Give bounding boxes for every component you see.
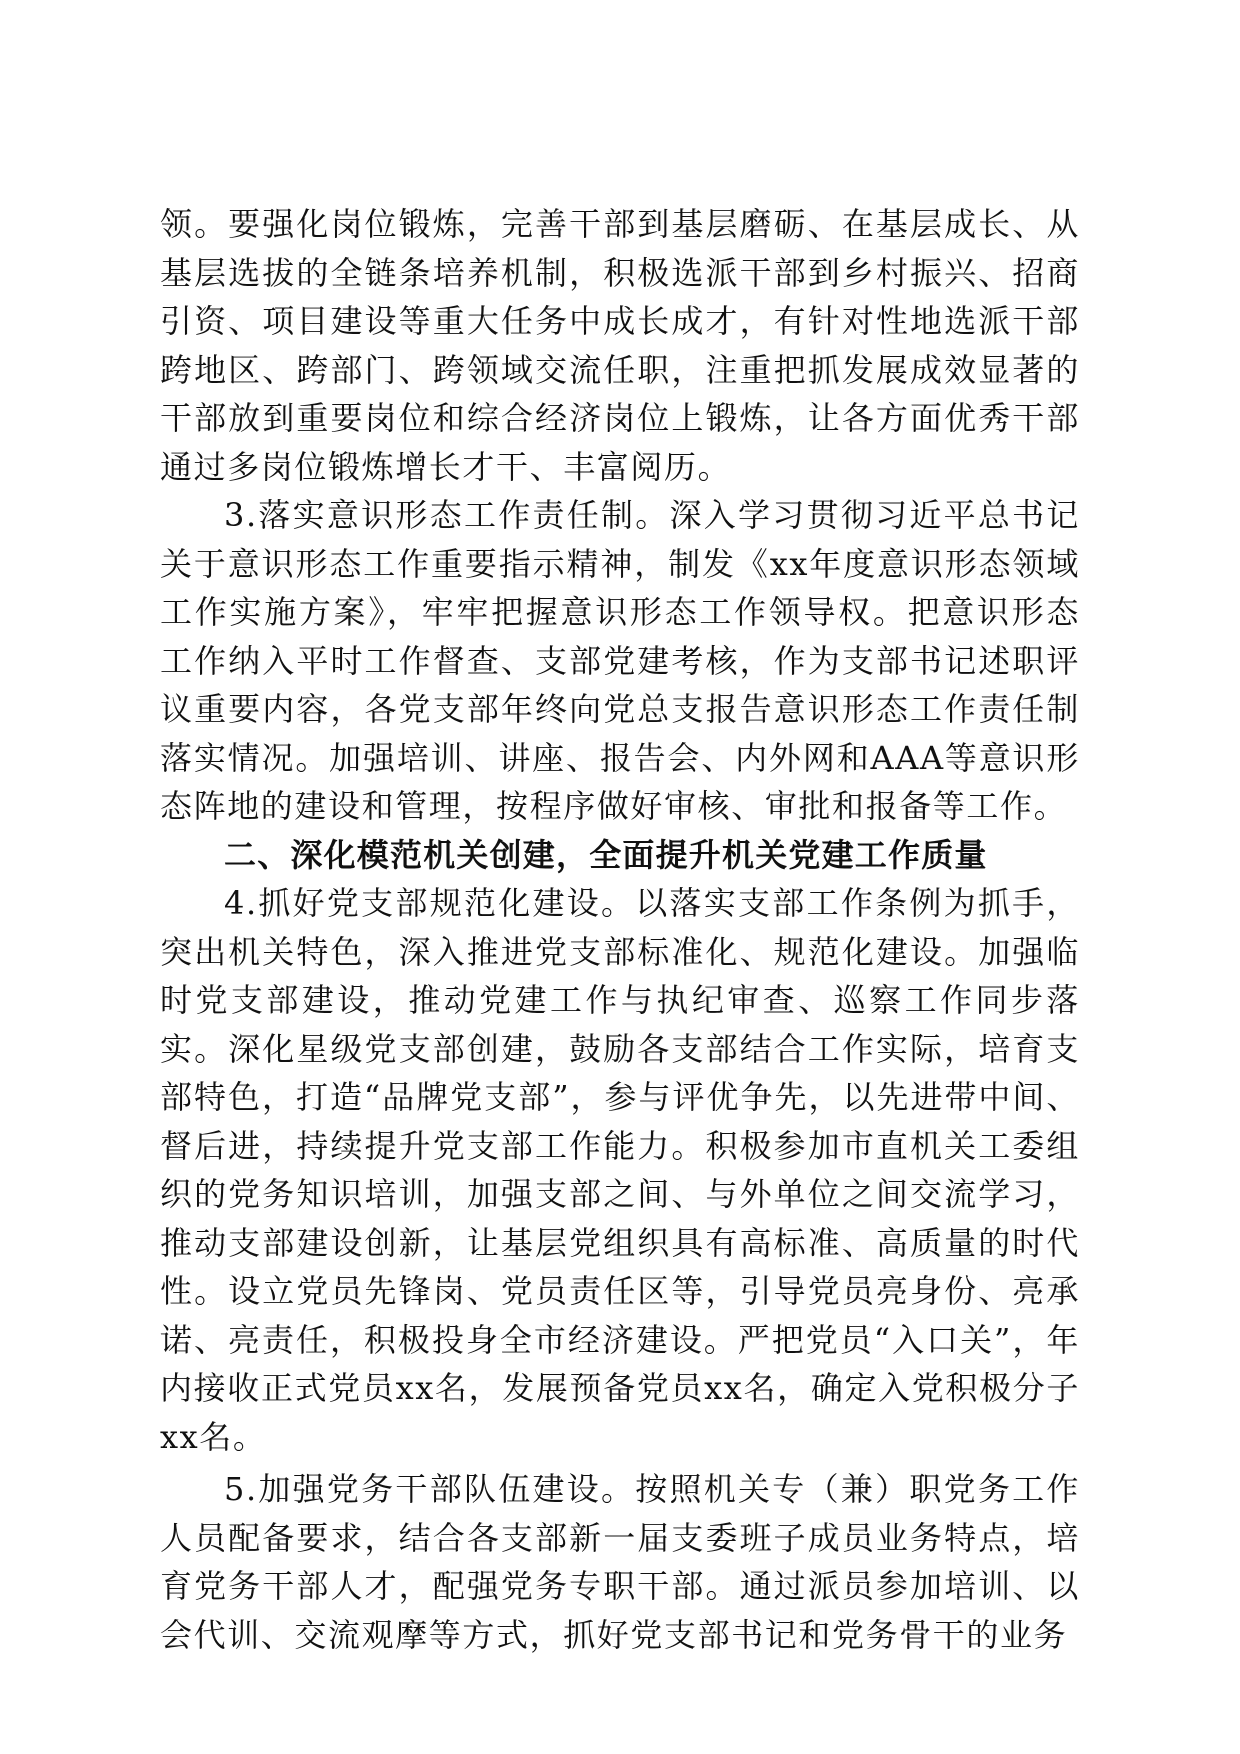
paragraph-branch-standardization: 4.抓好党支部规范化建设。以落实支部工作条例为抓手，突出机关特色，深入推进党支部标准化、规范化建设。加强临时党支部建设，推动党建工作与执纪审查、巡察工作同步落实。深化星级党支部创建，鼓励各支部结合工作实际，培育支部特色，打造“品牌党支部”，参与评优争先，以先进带中间、督后进，持续提升党支部工作能力。积极参加市直机关工委组织的党务知识培训，加强支部之间、与外单位之间交流学习，推动支部建设创新，让基层党组织具有高标准、高质量的时代性。设立党员先锋岗、党员责任区等，引导党员亮身份、亮承诺、亮责任，积极投身全市经济建设。严把党员“入口关”，年内接收正式党员xx名，发展预备党员xx名，确定入党积极分子xx名。: [160, 884, 1080, 1456]
paragraph-ideology-responsibility: 3.落实意识形态工作责任制。深入学习贯彻习近平总书记关于意识形态工作重要指示精神，制发《xx年度意识形态领域工作实施方案》，牢牢把握意识形态工作领导权。把意识形态工作纳入平时工作督查、支部党建考核，作为支部书记述职评议重要内容，各党支部年终向党总支报告意识形态工作责任制落实情况。加强培训、讲座、报告会、内外网和AAA等意识形态阵地的建设和管理，按程序做好审核、审批和报备等工作。: [160, 496, 1080, 825]
section-heading: 二、深化模范机关创建，全面提升机关党建工作质量: [224, 835, 988, 874]
paragraph-continuation: 领。要强化岗位锻炼，完善干部到基层磨砺、在基层成长、从基层选拔的全链条培养机制，积极选派干部到乡村振兴、招商引资、项目建设等重大任务中成长成才，有针对性地选派干部跨地区、跨部门、跨领域交流任职，注重把抓发展成效显著的干部放到重要岗位和综合经济岗位上锻炼，让各方面优秀干部通过多岗位锻炼增长才干、丰富阅历。: [160, 205, 1080, 486]
paragraph-party-cadre-team: 5.加强党务干部队伍建设。按照机关专（兼）职党务工作人员配备要求，结合各支部新一届支委班子成员业务特点，培育党务干部人才，配强党务专职干部。通过派员参加培训、以会代训、交流观摩等方式，抓好党支部书记和党务骨干的业务: [160, 1470, 1080, 1654]
document-body: [160, 200, 1080, 1659]
